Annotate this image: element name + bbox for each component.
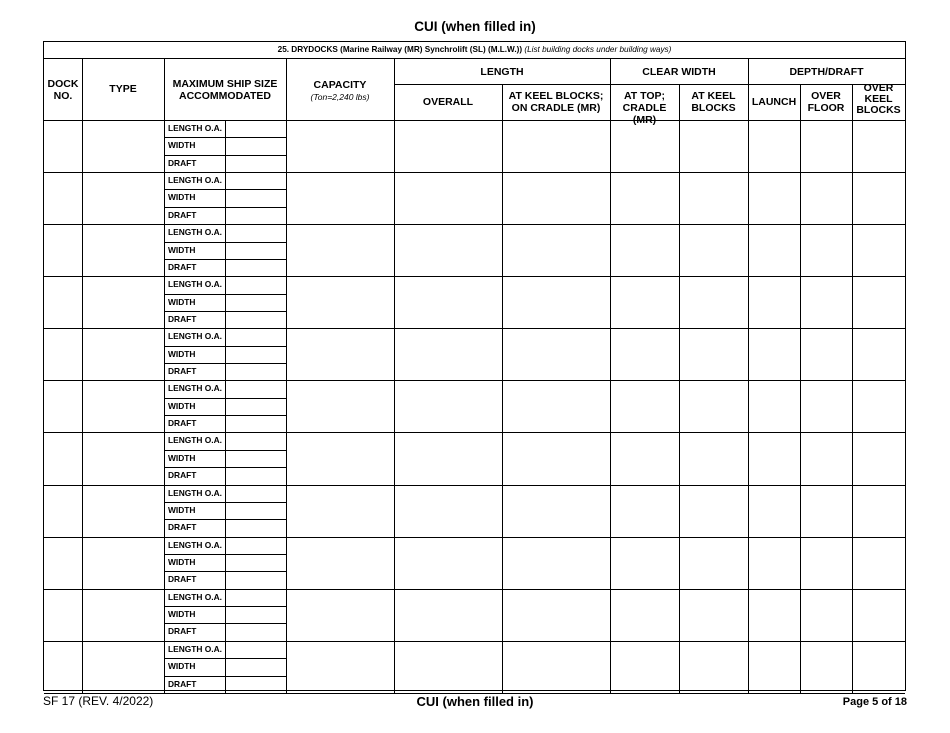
header-subrule xyxy=(394,84,905,85)
row-label: LENGTH O.A. xyxy=(168,487,222,498)
row-label: LENGTH O.A. xyxy=(168,539,222,550)
row-label: WIDTH xyxy=(168,296,196,307)
row-label: WIDTH xyxy=(168,661,196,672)
row-label: LENGTH O.A. xyxy=(168,331,222,342)
row-label: DRAFT xyxy=(168,470,197,481)
header-over-keel-blocks: OVER KEEL BLOCKS xyxy=(856,82,901,116)
section-title xyxy=(44,42,905,59)
row-label: WIDTH xyxy=(168,452,196,463)
row-label: DRAFT xyxy=(168,261,197,272)
column-divider xyxy=(852,84,853,693)
row-label: LENGTH O.A. xyxy=(168,383,222,394)
column-divider xyxy=(502,84,503,693)
header-overall: OVERALL xyxy=(422,96,474,108)
row-label: DRAFT xyxy=(168,678,197,689)
column-divider xyxy=(82,58,83,693)
row-label: WIDTH xyxy=(168,192,196,203)
header-at-keel-blocks-cradle: AT KEEL BLOCKS; ON CRADLE (MR) xyxy=(508,90,604,114)
header-type: TYPE xyxy=(109,83,137,95)
row-label: LENGTH O.A. xyxy=(168,643,222,654)
column-divider xyxy=(679,84,680,693)
header-launch: LAUNCH xyxy=(751,96,797,108)
page-number: Page 5 of 18 xyxy=(842,696,907,708)
header-at-top-cradle: AT TOP; CRADLE (MR) xyxy=(622,90,667,126)
header-length: LENGTH xyxy=(480,66,524,78)
row-label: DRAFT xyxy=(168,313,197,324)
row-label: WIDTH xyxy=(168,609,196,620)
row-label: WIDTH xyxy=(168,400,196,411)
row-label: LENGTH O.A. xyxy=(168,279,222,290)
header-dock-no: DOCK NO. xyxy=(47,78,79,102)
row-label: WIDTH xyxy=(168,244,196,255)
header-max-ship-size: MAXIMUM SHIP SIZE ACCOMMODATED xyxy=(172,78,278,102)
row-label: WIDTH xyxy=(168,140,196,151)
cui-footer: CUI (when filled in) xyxy=(416,694,534,709)
drydocks-table xyxy=(43,41,906,691)
header-capacity: CAPACITY (Ton=2,240 lbs) xyxy=(286,79,394,103)
row-label: DRAFT xyxy=(168,522,197,533)
row-label: DRAFT xyxy=(168,157,197,168)
row-label: LENGTH O.A. xyxy=(168,123,222,133)
column-divider xyxy=(286,58,287,693)
row-label: WIDTH xyxy=(168,557,196,567)
row-label: DRAFT xyxy=(168,418,197,429)
column-divider xyxy=(164,58,165,693)
cui-header: CUI (when filled in) xyxy=(414,19,536,34)
row-label: DRAFT xyxy=(168,209,197,220)
section-title-note: (List building docks under building ways) xyxy=(524,45,672,54)
row-label: WIDTH xyxy=(168,504,196,515)
row-label: LENGTH O.A. xyxy=(168,591,222,602)
column-divider xyxy=(748,58,749,693)
row-label: LENGTH O.A. xyxy=(168,227,222,238)
value-column-divider xyxy=(225,120,226,693)
capacity-note: (Ton=2,240 lbs) xyxy=(310,92,370,102)
section-title-main: 25. DRYDOCKS (Marine Railway (MR) Synchrolift (SL) (M.L.W.)) xyxy=(277,45,523,54)
header-clear-width: CLEAR WIDTH xyxy=(642,66,716,78)
header-depth-draft: DEPTH/DRAFT xyxy=(789,66,864,78)
form-id: SF 17 (REV. 4/2022) xyxy=(43,694,154,708)
row-label: DRAFT xyxy=(168,626,197,637)
row-label: DRAFT xyxy=(168,574,197,585)
header-over-floor: OVER FLOOR xyxy=(807,90,845,114)
row-label: LENGTH O.A. xyxy=(168,435,222,446)
row-label: LENGTH O.A. xyxy=(168,175,222,186)
column-divider xyxy=(800,84,801,693)
header-at-keel-blocks: AT KEEL BLOCKS xyxy=(691,90,736,114)
row-label: WIDTH xyxy=(168,348,196,359)
column-divider xyxy=(394,58,395,693)
row-label: DRAFT xyxy=(168,366,197,377)
column-divider xyxy=(610,58,611,693)
